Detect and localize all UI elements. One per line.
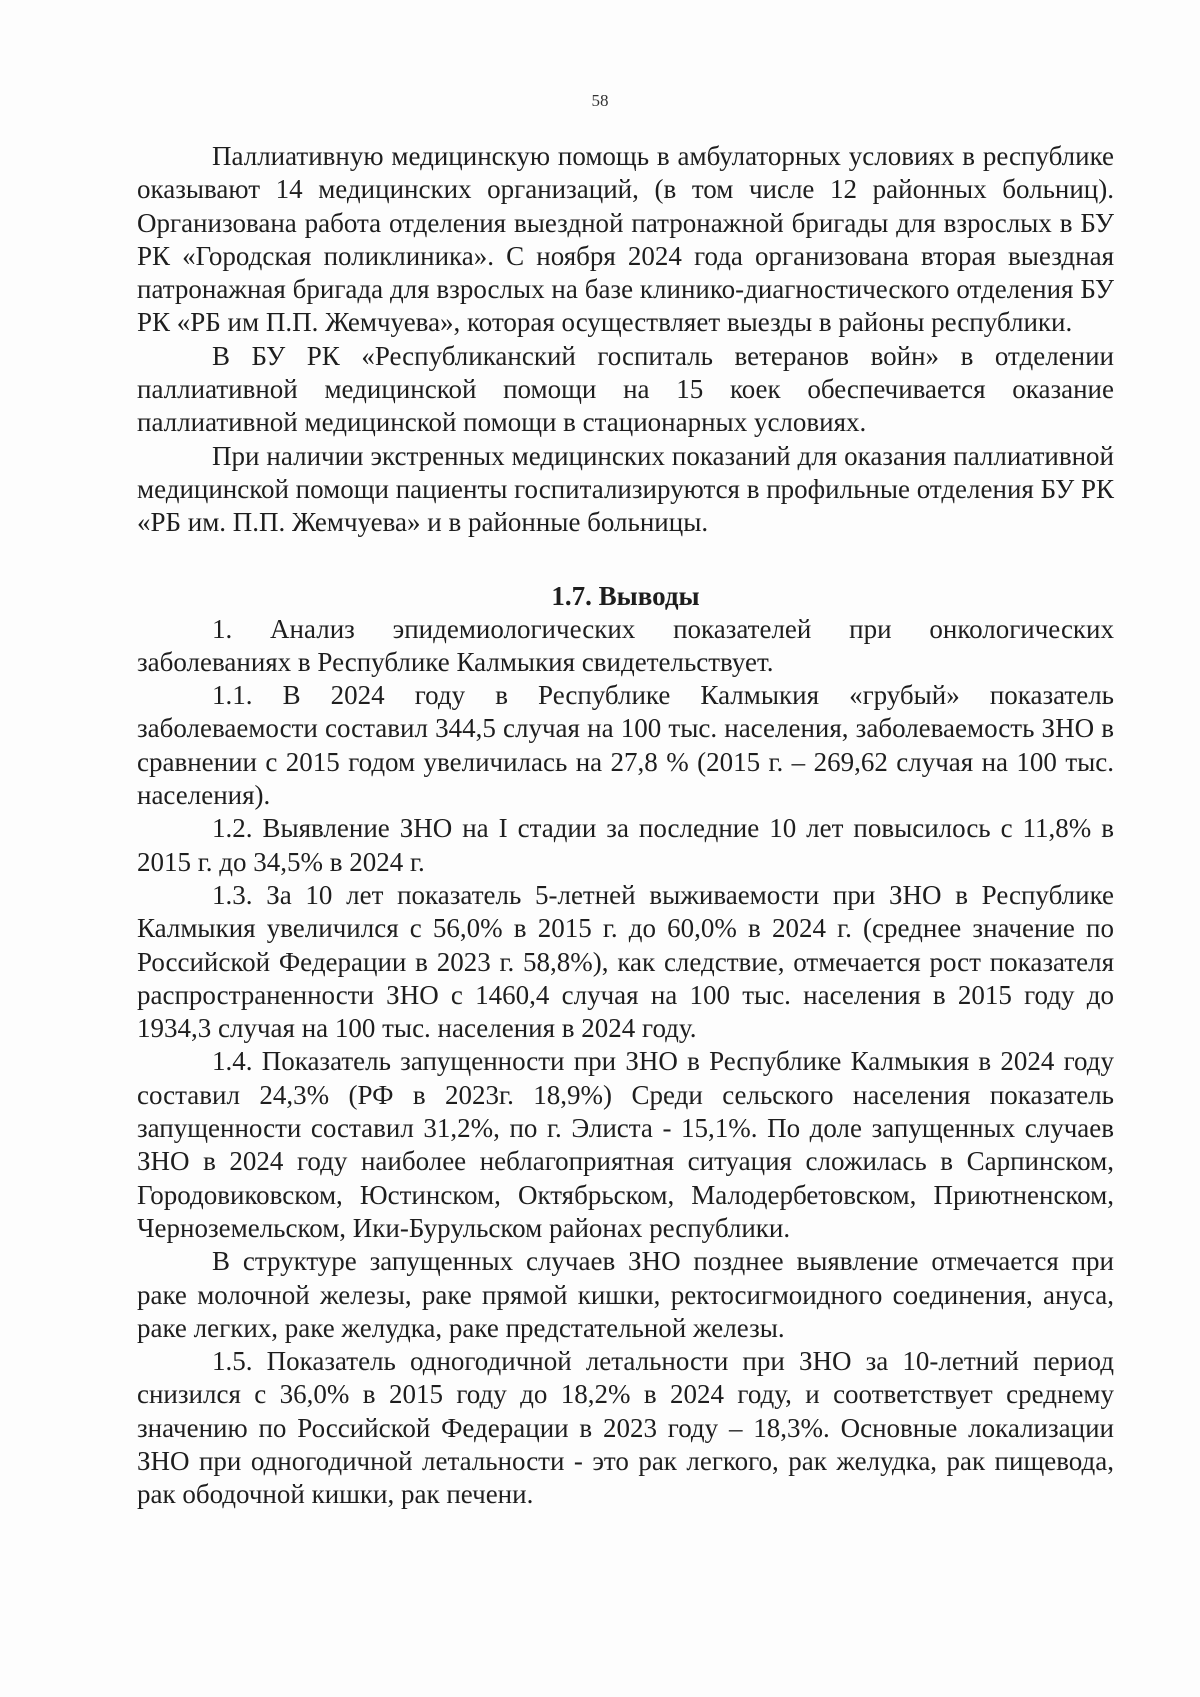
- section-heading: 1.7. Выводы: [551, 580, 700, 611]
- conclusion-item-1-5: 1.5. Показатель одногодичной летальности при ЗНО за 10-летний период снизился с 36,0% в 2015 году до 18,2% в 2024 году, и соответствует среднему значению по Российской Федерации в 2023 году – 18,3%. Основные локализации ЗНО при одногодичной летальности - это рак легкого, рак желудка, рак пищевода, рак ободочной кишки, рак печени.: [137, 1346, 1114, 1510]
- page-number: 58: [591, 91, 609, 110]
- intro-paragraph-2: В БУ РК «Республиканский госпиталь ветеранов войн» в отделении паллиативной медицинской помощи на 15 коек обеспечивается оказание паллиативной медицинской помощи в стационарных условиях.: [137, 340, 1114, 438]
- conclusion-item-1: 1. Анализ эпидемиологических показателей при онкологических заболеваниях в Республике Калмыкия свидетельствует.: [137, 613, 1114, 677]
- intro-paragraph-3: При наличии экстренных медицинских показаний для оказания паллиативной медицинской помощи пациенты госпитализируются в профильные отделения БУ РК «РБ им. П.П. Жемчуева» и в районные больницы.: [137, 440, 1115, 538]
- conclusion-item-1-4: 1.4. Показатель запущенности при ЗНО в Республике Калмыкия в 2024 году составил 24,3% (РФ в 2023г. 18,9%) Среди сельского населения показатель запущенности составил 31,2%, по г. Элиста - 15,1%. По доле запущенных случаев ЗНО в 2024 году наиболее неблагоприятная ситуация сложилась в Сарпинском, Городовиковском, Юстинском, Октябрьском, Малодербетовском, Приютненском, Черноземельском, Ики-Бурульском районах республики.: [137, 1046, 1114, 1243]
- document-body: [137, 140, 1114, 1512]
- conclusion-item-1-1: 1.1. В 2024 году в Республике Калмыкия «грубый» показатель заболеваемости составил 344,5 случая на 100 тыс. населения, заболеваемость ЗНО в сравнении с 2015 годом увеличилась на 27,8 % (2015 г. – 269,62 случая на 100 тыс. населения).: [137, 680, 1114, 811]
- intro-paragraph-1: Паллиативную медицинскую помощь в амбулаторных условиях в республике оказывают 14 медицинских организаций, (в том числе 12 районных больниц). Организована работа отделения выездной патронажной бригады для взрослых в БУ РК «Городская поликлиника». С ноября 2024 года организована вторая выездная патронажная бригада для взрослых на базе клинико-диагностического отделения БУ РК «РБ им П.П. Жемчуева», которая осуществляет выезды в районы республики.: [137, 141, 1114, 338]
- conclusion-item-1-2: 1.2. Выявление ЗНО на I стадии за последние 10 лет повысилось с 11,8% в 2015 г. до 34,5% в 2024 г.: [137, 813, 1114, 877]
- conclusion-item-1-3: 1.3. За 10 лет показатель 5-летней выживаемости при ЗНО в Республике Калмыкия увеличился с 56,0% в 2015 г. до 60,0% в 2024 г. (среднее значение по Российской Федерации в 2023 г. 58,8%), как следствие, отмечается рост показателя распространенности ЗНО с 1460,4 случая на 100 тыс. населения в 2015 году до 1934,3 случая на 100 тыс. населения в 2024 году.: [137, 879, 1114, 1044]
- conclusion-item-1-4-continued: В структуре запущенных случаев ЗНО позднее выявление отмечается при раке молочной железы, раке прямой кишки, ректосигмоидного соединения, ануса, раке легких, раке желудка, раке предстательной железы.: [137, 1246, 1114, 1343]
